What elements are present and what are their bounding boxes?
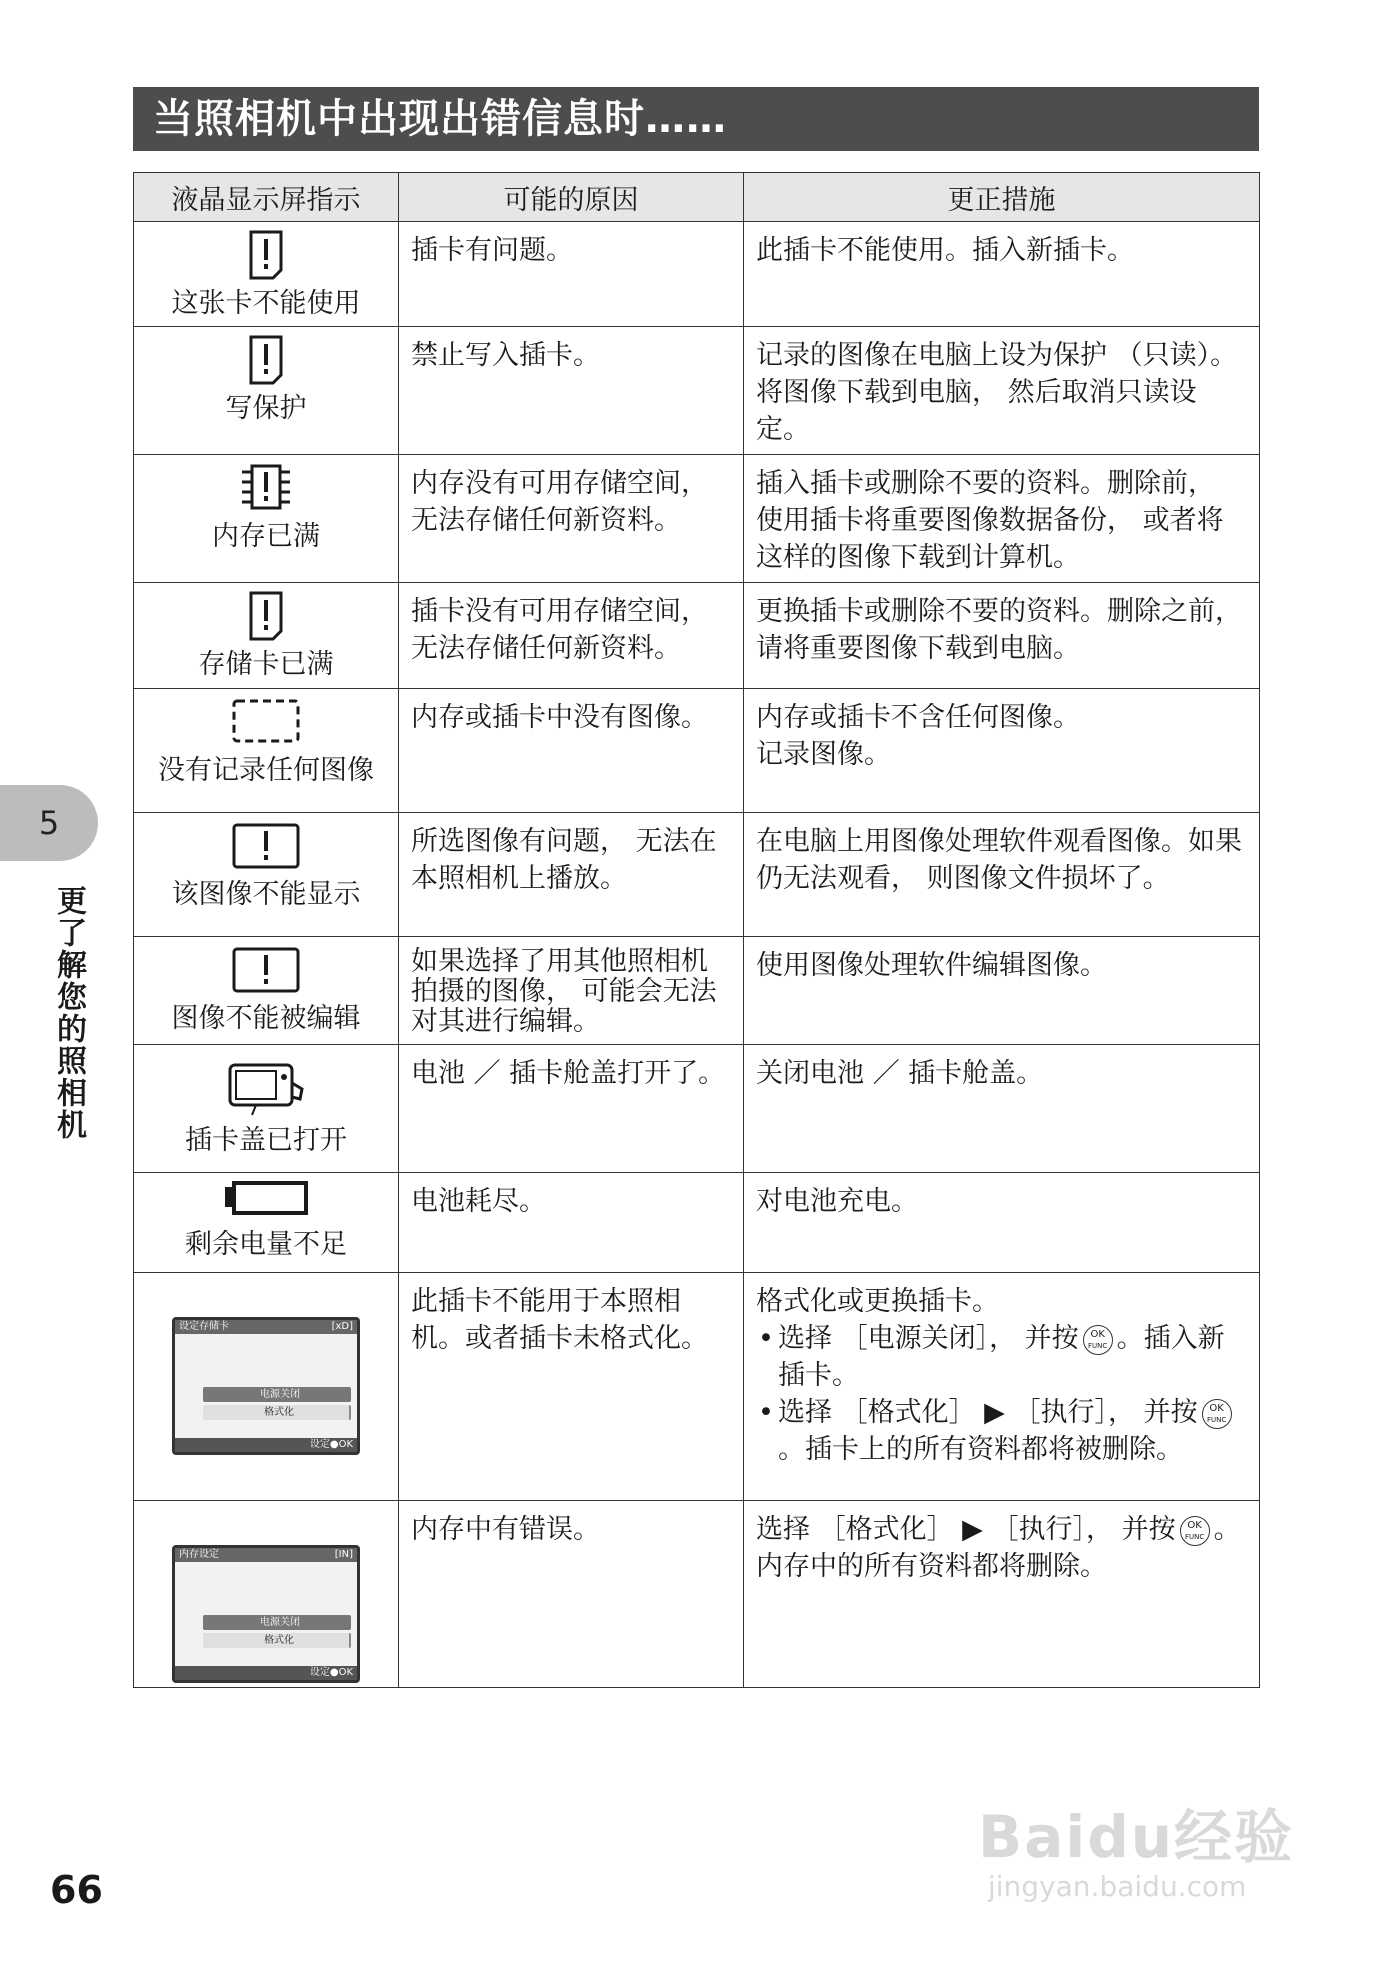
lcd-label: 该图像不能显示 (171, 879, 361, 910)
fix-cell: 记录的图像在电脑上设为保护 （只读）。将图像下载到电脑， 然后取消只读设定。 (744, 327, 1260, 455)
menu-title: 内存设定 (179, 1549, 219, 1560)
table-header-row (134, 173, 1260, 222)
cause-cell: 此插卡不能用于本照相机。或者插卡未格式化。 (399, 1273, 744, 1501)
fix-line: 内存或插卡不含任何图像。 (756, 702, 1080, 733)
table-row (134, 455, 1260, 583)
camera-menu-screenshot (172, 1545, 360, 1683)
lcd-label: 图像不能被编辑 (171, 1003, 361, 1034)
fix-cell (744, 689, 1260, 813)
camera-cover-icon (226, 1059, 306, 1117)
fix-cell (744, 1273, 1260, 1501)
ok-func-button-icon: OK FUNC (1083, 1325, 1113, 1355)
menu-option-power-off: 电源关闭 (203, 1615, 351, 1630)
lcd-label: 存储卡已满 (198, 649, 334, 680)
lcd-cell (134, 813, 399, 937)
cause-cell: 插卡没有可用存储空间， 无法存储任何新资料。 (399, 583, 744, 689)
fix-cell: 在电脑上用图像处理软件观看图像。如果仍无法观看， 则图像文件损坏了。 (744, 813, 1260, 937)
lcd-cell (134, 1045, 399, 1173)
fix-line: 记录图像。 (756, 739, 891, 770)
lcd-cell (134, 1173, 399, 1273)
table-row (134, 813, 1260, 937)
cause-cell: 插卡有问题。 (399, 222, 744, 327)
fix-cell: 更换插卡或删除不要的资料。删除之前， 请将重要图像下载到电脑。 (744, 583, 1260, 689)
cause-cell: 电池耗尽。 (399, 1173, 744, 1273)
table-row (134, 583, 1260, 689)
table-row (134, 1045, 1260, 1173)
lcd-cell (134, 689, 399, 813)
fix-cell: 此插卡不能使用。插入新插卡。 (744, 222, 1260, 327)
fix-cell: 插入插卡或删除不要的资料。删除前， 使用插卡将重要图像数据备份， 或者将这样的图像下载到计算机。 (744, 455, 1260, 583)
lcd-label: 没有记录任何图像 (158, 755, 374, 786)
menu-footer: 设定●OK (175, 1438, 357, 1452)
watermark (978, 1790, 1294, 1903)
chapter-tab: 5 (0, 785, 98, 861)
fix-cell: 对电池充电。 (744, 1173, 1260, 1273)
page-number: 66 (50, 1868, 103, 1912)
card-warning-icon (248, 591, 284, 641)
page-title: 当照相机中出现出错信息时…… (133, 87, 1259, 151)
cause-cell: 内存没有可用存储空间， 无法存储任何新资料。 (399, 455, 744, 583)
fix-intro: 格式化或更换插卡。 (756, 1286, 999, 1317)
image-warning-icon (231, 821, 301, 871)
camera-menu-screenshot (172, 1317, 360, 1455)
card-warning-icon (248, 335, 284, 385)
list-item: • 选择 ［格式化］ ▶ ［执行］， 并按 OK FUNC。插卡上的所有资料都将被删除。 (756, 1394, 1245, 1468)
error-message-table (133, 172, 1260, 1688)
ok-func-button-icon: OK FUNC (1180, 1516, 1210, 1546)
lcd-cell (134, 1501, 399, 1688)
fix-cell: 选择 ［格式化］ ▶ ［执行］， 并按 OK FUNC 。内存中的所有资料都将删除。 (744, 1501, 1260, 1688)
menu-option-format: 格式化 (203, 1633, 351, 1648)
menu-option-power-off: 电源关闭 (203, 1387, 351, 1402)
image-warning-icon (231, 945, 301, 995)
list-item: • 选择 ［电源关闭］， 并按 OK FUNC 。插入新插卡。 (756, 1320, 1245, 1394)
cause-cell: 电池 ／ 插卡舱盖打开了。 (399, 1045, 744, 1173)
watermark-brand: Baidu经验 (978, 1803, 1295, 1871)
card-warning-icon (248, 230, 284, 280)
fix-list (756, 1320, 1245, 1468)
lcd-cell (134, 937, 399, 1045)
cause-cell: 内存中有错误。 (399, 1501, 744, 1688)
chapter-title: 更了解您的照相机 (51, 885, 86, 1141)
battery-empty-icon (222, 1181, 310, 1221)
watermark-url: jingyan.baidu.com (988, 1870, 1247, 1903)
lcd-cell (134, 1273, 399, 1501)
lcd-cell (134, 455, 399, 583)
table-row (134, 327, 1260, 455)
lcd-label: 插卡盖已打开 (185, 1125, 347, 1156)
menu-tag: [xD] (331, 1321, 353, 1332)
cause-cell: 如果选择了用其他照相机拍摄的图像， 可能会无法对其进行编辑。 (399, 937, 744, 1045)
menu-option-format: 格式化 (203, 1405, 351, 1420)
dashed-frame-icon (231, 697, 301, 745)
lcd-label: 这张卡不能使用 (171, 288, 361, 319)
table-row (134, 1501, 1260, 1688)
cause-cell: 内存或插卡中没有图像。 (399, 689, 744, 813)
fix-cell: 使用图像处理软件编辑图像。 (744, 937, 1260, 1045)
header-cause: 可能的原因 (399, 173, 744, 222)
table-row (134, 222, 1260, 327)
menu-tag: [IN] (334, 1549, 353, 1560)
table-row (134, 1273, 1260, 1501)
lcd-label: 剩余电量不足 (185, 1229, 347, 1260)
lcd-label: 内存已满 (212, 521, 320, 552)
table-row (134, 937, 1260, 1045)
cause-cell: 所选图像有问题， 无法在本照相机上播放。 (399, 813, 744, 937)
header-lcd: 液晶显示屏指示 (134, 173, 399, 222)
header-fix: 更正措施 (744, 173, 1260, 222)
table-row (134, 1173, 1260, 1273)
cause-cell: 禁止写入插卡。 (399, 327, 744, 455)
lcd-label: 写保护 (225, 393, 307, 424)
table-row (134, 689, 1260, 813)
lcd-cell (134, 327, 399, 455)
memory-warning-icon (240, 463, 292, 511)
menu-title: 设定存储卡 (179, 1321, 229, 1332)
fix-cell: 关闭电池 ／ 插卡舱盖。 (744, 1045, 1260, 1173)
menu-footer: 设定●OK (175, 1666, 357, 1680)
lcd-cell (134, 222, 399, 327)
ok-func-button-icon: OK FUNC (1202, 1399, 1232, 1429)
lcd-cell (134, 583, 399, 689)
